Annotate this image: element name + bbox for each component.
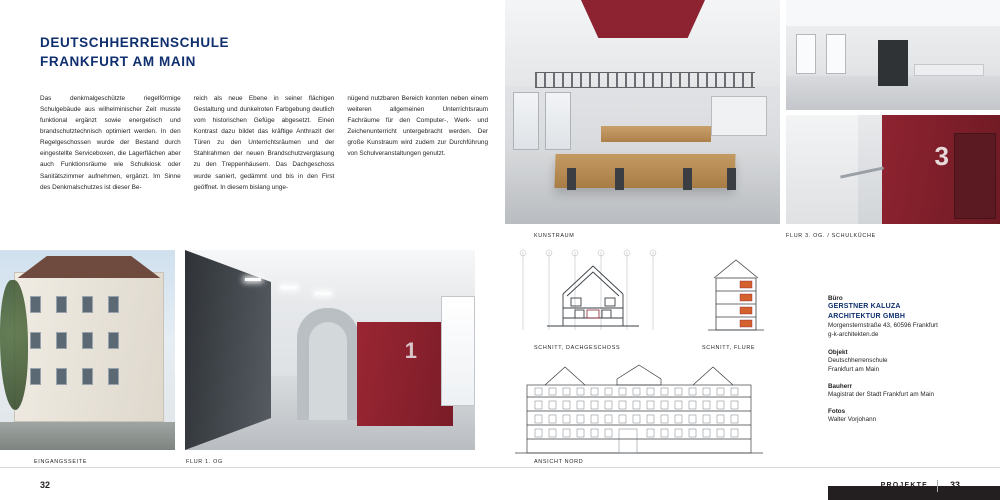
credit-client-name: Magistrat der Stadt Frankfurt am Main (828, 390, 935, 398)
credit-object-name: Deutschherrenschule (828, 356, 888, 364)
credit-label-bauherr: Bauherr (828, 382, 853, 390)
photo-kunstraum-stool (727, 168, 736, 190)
caption-eingangsseite: EINGANGSSEITE (34, 459, 88, 465)
caption-ansicht-nord: ANSICHT NORD (534, 459, 584, 465)
photo-schulkueche-ceiling (786, 0, 1000, 26)
photo-eingangsseite-window (108, 296, 119, 313)
body-column-3 (347, 93, 488, 193)
photo-flur-lamp (245, 278, 261, 281)
schnitt-dachgeschoss-svg (505, 248, 681, 336)
photo-kunstraum-stool (567, 168, 576, 190)
page-title-line-2: FRANKFURT AM MAIN (40, 54, 196, 70)
credit-label-fotos: Fotos (828, 407, 846, 415)
photo-kunstraum-red-ceiling-panel (581, 0, 705, 38)
photo-flur-arch-inner (309, 322, 347, 420)
photo-eingangsseite-window (82, 296, 93, 313)
credit-label-objekt: Objekt (828, 348, 848, 356)
credit-object-city: Frankfurt am Main (828, 365, 880, 373)
photo-eingangsseite-window (82, 368, 93, 385)
photo-flur-window (441, 296, 475, 406)
photo-eingangsseite-window (30, 296, 41, 313)
photo-eingangsseite-window (30, 368, 41, 385)
body-text (40, 93, 488, 193)
photo-eingangsseite-window (30, 332, 41, 349)
project-credits (828, 295, 998, 424)
photo-eingangsseite (0, 250, 175, 450)
page-number-left: 32 (40, 480, 51, 490)
photo-schulkueche (786, 0, 1000, 110)
page-number-right: 33 (949, 480, 960, 490)
photo-eingangsseite-window (82, 332, 93, 349)
body-paragraph-3: nügend nutzbaren Bereich konnten neben einem weiteren allgemeinen Unterrichtsraum Fachräume für den Computer-, Werk- und Zeichenunterricht untergebracht werden. Der große Kunstraum wird zudem zur Durchführung von Schulveranstaltungen genutzt. (347, 95, 489, 158)
drawing-schnitt-flure (700, 248, 772, 336)
photo-eingangsseite-window (108, 332, 119, 349)
photo-flur-1og (185, 250, 475, 450)
caption-schnitt-dachgeschoss: SCHNITT, DACHGESCHOSS (534, 345, 621, 351)
drawing-ansicht-nord (505, 355, 773, 465)
credit-office-address: Morgensternstraße 43, 60596 Frankfurt (828, 322, 938, 330)
body-paragraph-2: reich als neue Ebene in seiner flächigen Gestaltung und dunkelroten Farbgebung deutlich vom historischen Gefüge abgesetzt. Einen Kontrast dazu bildet das kräftige Anthrazit der Türen zu den Unterrichtsräumen und der Stahlrahmen der neuen Brandschutzverglasung zu den Treppenhäusern. Das Dachgeschoss wurde saniert, gedämmt und bis in den First geöffnet. In diesem bislang unge- (193, 95, 335, 191)
photo-eingangsseite-window (108, 368, 119, 385)
credit-office-website: g-k-architekten.de (828, 331, 879, 339)
schnitt-flure-svg (700, 248, 772, 336)
credit-office-name-2: ARCHITEKTUR GMBH (828, 312, 906, 320)
photo-schulkueche-window (826, 34, 846, 74)
photo-treppenhaus-left-wall (786, 115, 858, 224)
photo-schulkueche-window (796, 34, 816, 74)
photo-kunstraum-table-back (601, 126, 711, 142)
footer-divider (0, 467, 1000, 468)
photo-eingangsseite-window (56, 296, 67, 313)
photo-kunstraum-window (513, 92, 539, 150)
drawing-schnitt-dachgeschoss (505, 248, 681, 336)
photo-eingangsseite-window (56, 332, 67, 349)
photo-treppenhaus-door (954, 133, 996, 219)
caption-flur-1og: FLUR 1. OG (186, 459, 223, 465)
credit-label-buero: Büro (828, 295, 843, 302)
page-title-line-1: DEUTSCHHERRENSCHULE (40, 35, 230, 50)
photo-eingangsseite-window (56, 368, 67, 385)
credit-office-name-1: GERSTNER KALUZA (828, 303, 901, 310)
caption-schnitt-flure: SCHNITT, FLURE (702, 345, 756, 351)
photo-flur-number: 1 (404, 338, 417, 363)
photo-schulkueche-counter (914, 64, 984, 76)
photo-schulkueche-cabinet (878, 40, 908, 86)
page-title (40, 33, 300, 71)
photo-kunstraum-stool (615, 168, 624, 190)
photo-treppenhaus-floor-number: 3 (934, 141, 948, 171)
photo-kunstraum-truss (535, 72, 755, 88)
photo-kunstraum-window (545, 92, 571, 150)
photo-kunstraum-stool (683, 168, 692, 190)
body-column-2 (194, 93, 335, 193)
photo-kunstraum-whiteboard (711, 96, 767, 136)
photo-eingangsseite-ground (0, 422, 175, 450)
footer-section-label: PROJEKTE (880, 482, 928, 489)
body-column-1 (40, 93, 181, 193)
photo-flur-lamp (315, 292, 331, 295)
ansicht-nord-svg (505, 355, 773, 465)
caption-flur-3og: FLUR 3. OG. / SCHULKÜCHE (786, 233, 876, 239)
caption-kunstraum: KUNSTRAUM (534, 233, 575, 239)
body-paragraph-1: Das denkmalgeschützte riegelförmige Schulgebäude aus wilhelminischer Zeit musste funktional ergänzt sowie energetisch und brandschutztechnisch optimiert werden. In den Regelgeschossen wurde der Bestand durch eingestellte Serviceboxen, die Lagerflächen aber auch Funktionsräume wie Schulkiosk oder Sanitätszimmer aufnehmen, ergänzt. Im Sinne des Denkmalschutzes ist dieser Be- (40, 95, 181, 191)
footer-separator (937, 480, 938, 492)
photo-treppenhaus (786, 115, 1000, 224)
photo-flur-lamp (281, 286, 297, 289)
photo-kunstraum-table-front (554, 154, 735, 188)
photo-kunstraum (505, 0, 780, 224)
photo-eingangsseite-tree (0, 280, 28, 410)
credit-photographer-name: Walter Vorjohann (828, 415, 877, 423)
